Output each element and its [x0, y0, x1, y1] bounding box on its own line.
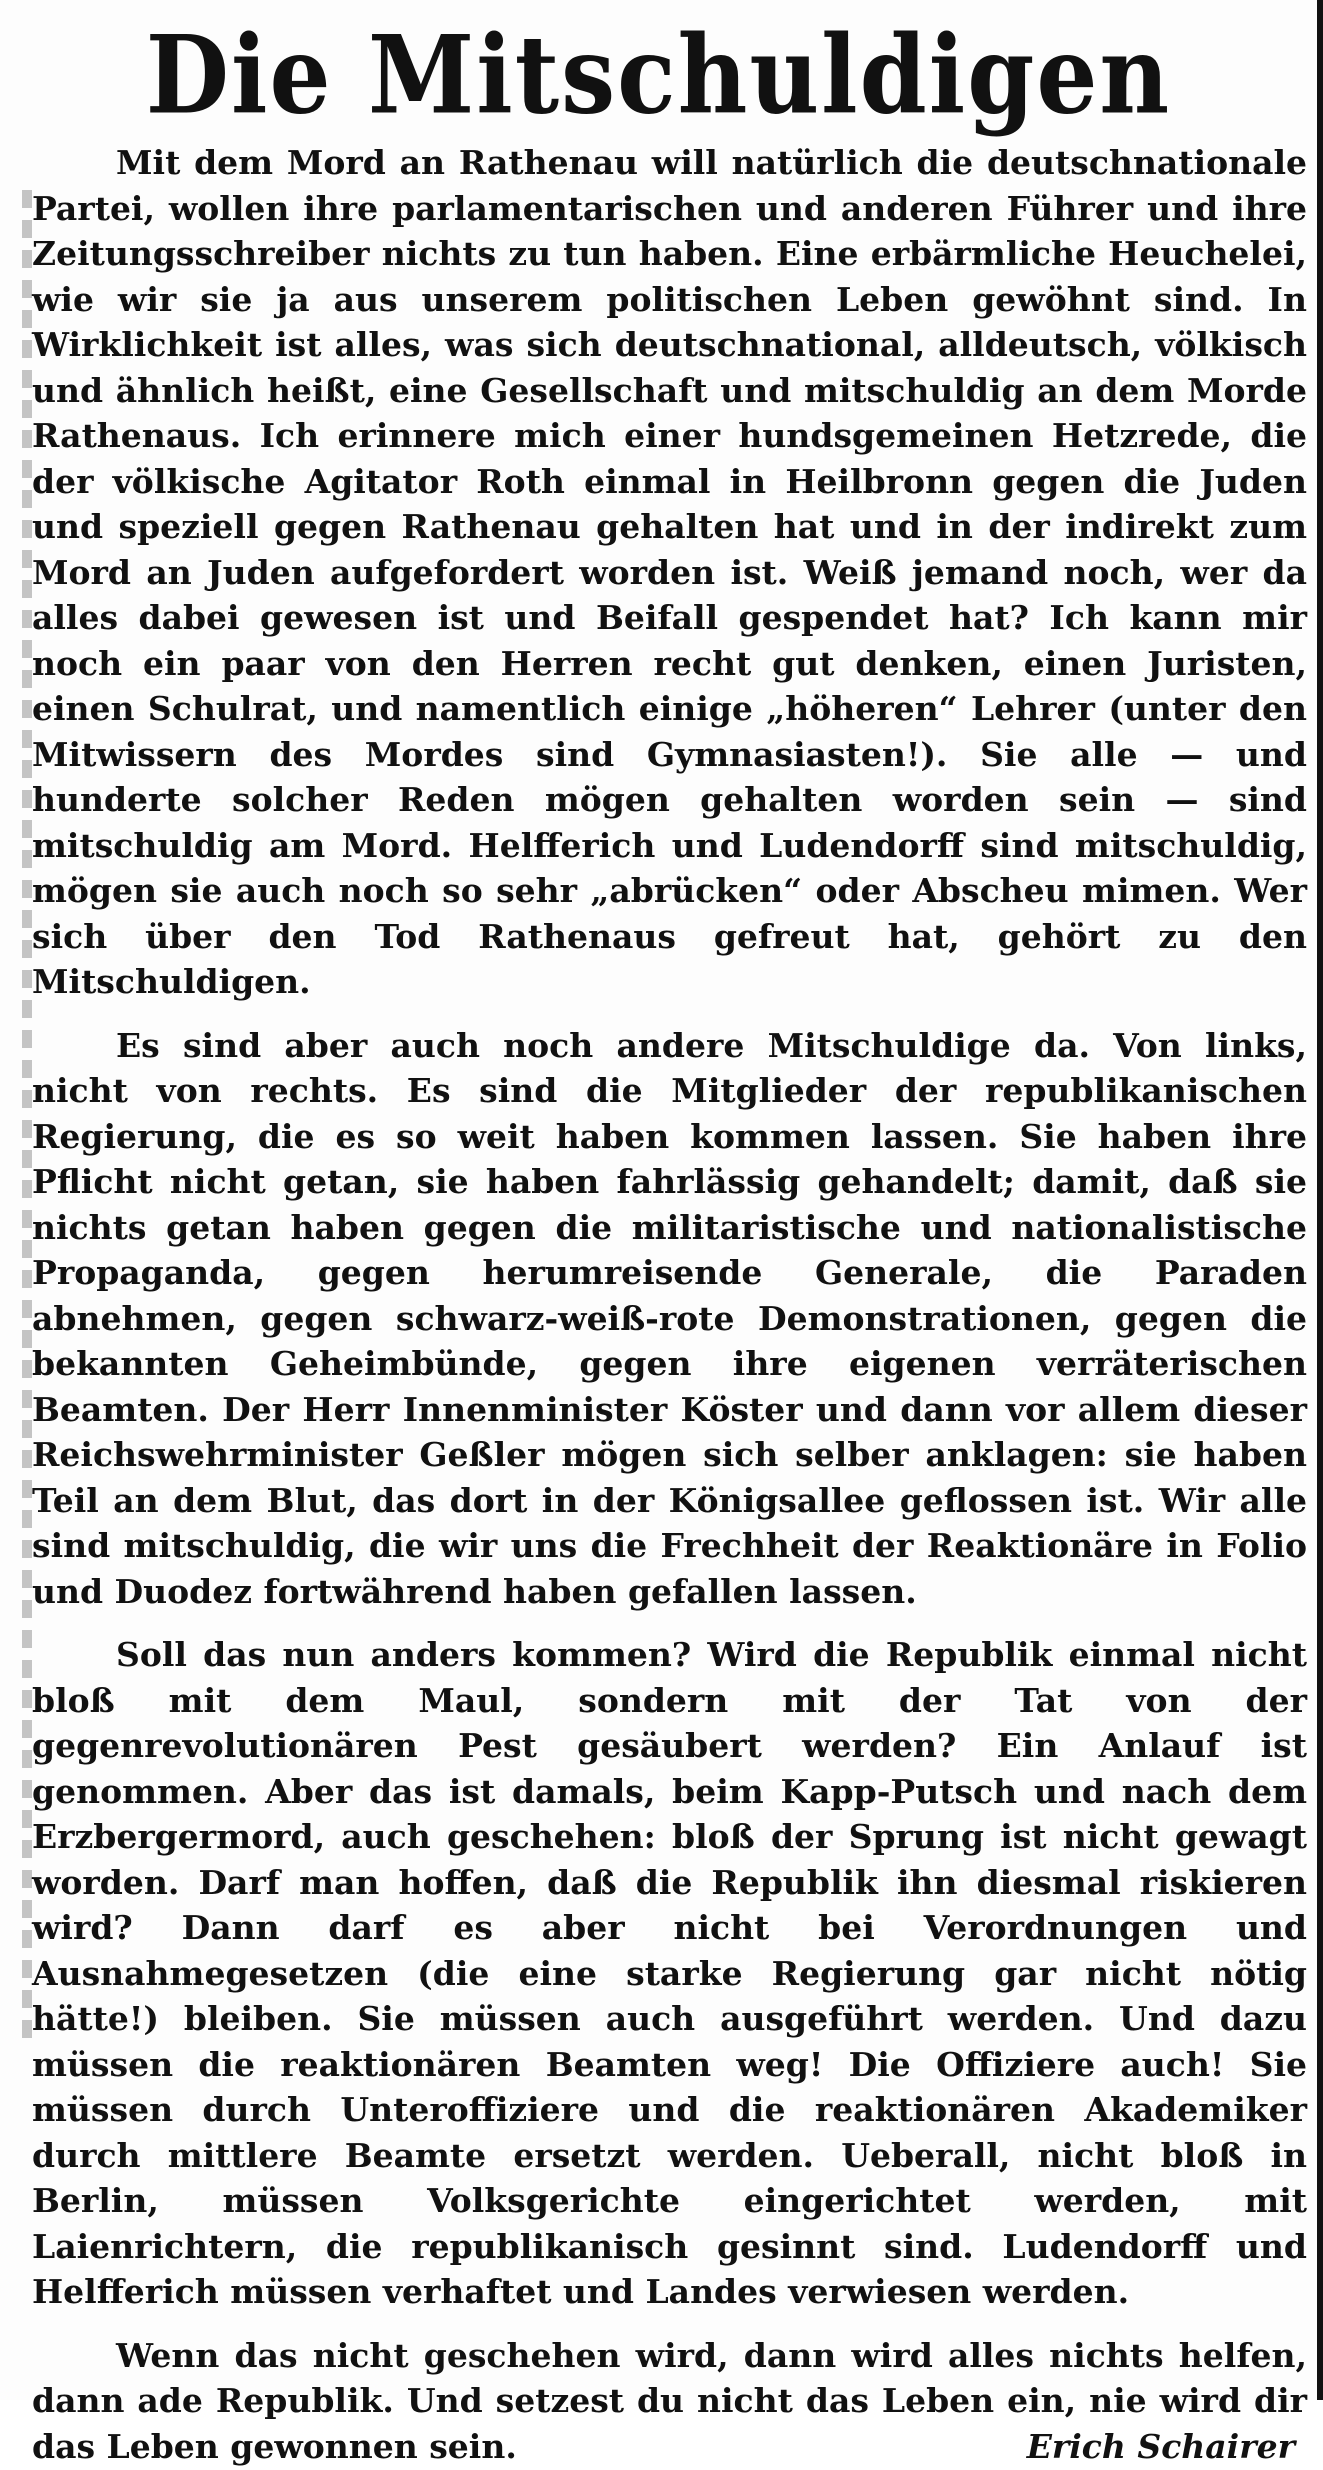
paragraph-3	[32, 1632, 1307, 2315]
article-body	[32, 140, 1307, 2470]
torn-left-edge	[22, 190, 32, 2040]
paragraph-2	[32, 1023, 1307, 1615]
paragraph-4-text: Wenn das nicht geschehen wird, dann wird alles nichts helfen, dann ade Republik. Und setzest du nicht das Leben ein, nie wird dir das Leben gewonnen sein.	[32, 2335, 1307, 2466]
article-title: Die Mitschuldigen	[145, 11, 1172, 139]
paragraph-1	[32, 140, 1307, 1005]
paragraph-2-text: Es sind aber auch noch andere Mitschuldige da. Von links, nicht von rechts. Es sind die Mitglieder der republikanischen Regierung, die es so weit haben kommen lassen. Sie haben ihre Pflicht nicht getan, sie haben fahrlässig gehandelt; damit, daß sie nichts getan haben gegen die militaristische und nationalistische Propaganda, gegen herumreisende Generale, die Paraden abnehmen, gegen schwarz-weiß-rote Demonstrationen, gegen die bekannten Geheimbünde, gegen ihre eigenen verräterischen Beamten. Der Herr Innenminister Köster und dann vor allem dieser Reichswehrminister Geßler mögen sich selber anklagen: sie haben Teil an dem Blut, das dort in der Königsallee geflossen ist. Wir alle sind mitschuldig, die wir uns die Frechheit der Reaktionäre in Folio und Duodez fortwährend haben gefallen lassen.	[32, 1025, 1307, 1611]
author-signature: Erich Schairer	[1026, 2427, 1295, 2466]
paragraph-3-text: Soll das nun anders kommen? Wird die Republik einmal nicht bloß mit dem Maul, sondern mit der Tat von der gegenrevolutionären Pest gesäubert werden? Ein Anlauf ist genommen. Aber das ist damals, beim Kapp-Putsch und nach dem Erzbergermord, auch geschehen: bloß der Sprung ist nicht gewagt worden. Darf man hoffen, daß die Republik ihn diesmal riskieren wird? Dann darf es aber nicht bei Verordnungen und Ausnahmegesetzen (die eine starke Regierung gar nicht nötig hätte!) bleiben. Sie müssen auch ausgeführt werden. Und dazu müssen die reaktionären Beamten weg! Die Offiziere auch! Sie müssen durch Unteroffiziere und die reaktionären Akademiker durch mittlere Beamte ersetzt werden. Ueberall, nicht bloß in Berlin, müssen Volksgerichte eingerichtet werden, mit Laienrichtern, die republikanisch gesinnt sind. Ludendorff und Helfferich müssen verhaftet und Landes verwiesen werden.	[32, 1635, 1307, 2311]
paragraph-1-text: Mit dem Mord an Rathenau will natürlich die deutschnationale Partei, wollen ihre parlamentarischen und anderen Führer und ihre Zeitungsschreiber nichts zu tun haben. Eine erbärmliche Heuchelei, wie wir sie ja aus unserem politischen Leben gewöhnt sind. In Wirklichkeit ist alles, was sich deutschnational, alldeutsch, völkisch und ähnlich heißt, eine Gesellschaft und mitschuldig an dem Morde Rathenaus. Ich erinnere mich einer hundsgemeinen Hetzrede, die der völkische Agitator Roth einmal in Heilbronn gegen die Juden und speziell gegen Rathenau gehalten hat und in der indirekt zum Mord an Juden aufgefordert worden ist. Weiß jemand noch, wer da alles dabei gewesen ist und Beifall gespendet hat? Ich kann mir noch ein paar von den Herren recht gut denken, einen Juristen, einen Schulrat, und namentlich einige „höheren“ Lehrer (unter den Mitwissern des Mordes sind Gymnasiasten!). Sie alle — und hunderte solcher Reden mögen gehalten worden sein — sind mitschuldig am Mord. Helfferich und Ludendorff sind mitschuldig, mögen sie auch noch so sehr „abrücken“ oder Abscheu mimen. Wer sich über den Tod Rathenaus gefreut hat, gehört zu den Mitschuldigen.	[32, 143, 1307, 1001]
column-rule	[1317, 0, 1323, 2400]
